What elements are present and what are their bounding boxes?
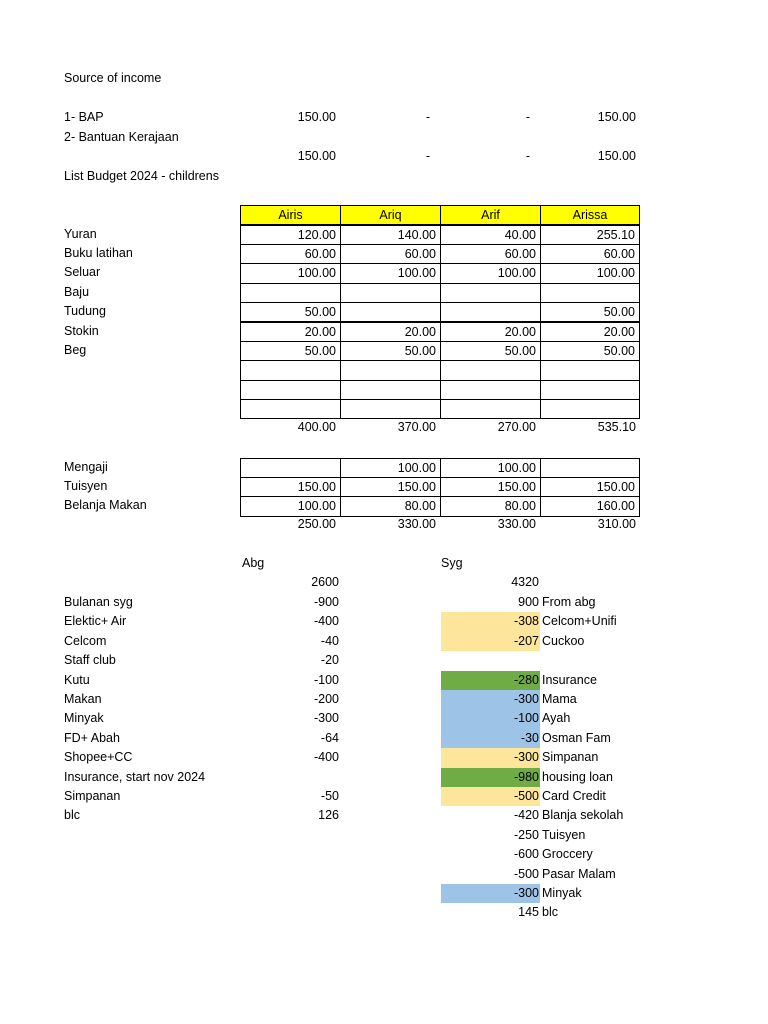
abg-value: -64 xyxy=(320,730,339,745)
table-cell: 60.00 xyxy=(240,244,341,264)
abg-income: 2600 xyxy=(311,575,339,589)
syg-label: Cuckoo xyxy=(542,633,585,648)
table-cell: 100.00 xyxy=(340,458,441,478)
syg-label: Ayah xyxy=(542,711,571,726)
table-cell: 40.00 xyxy=(440,225,541,245)
child-header-arissa: Arissa xyxy=(540,205,640,225)
child-header-ariq: Ariq xyxy=(340,205,441,225)
table-cell xyxy=(240,380,341,400)
table-cell: 50.00 xyxy=(240,302,341,322)
table-cell: 20.00 xyxy=(440,322,541,342)
abg-value: -50 xyxy=(320,789,339,803)
syg-value xyxy=(440,651,539,670)
abg-header: Abg xyxy=(242,556,265,570)
table-cell xyxy=(340,399,441,419)
abg-value: -100 xyxy=(313,672,339,687)
table-cell: 50.00 xyxy=(240,341,341,361)
income-total: 150.00 xyxy=(297,149,336,163)
income-value: 150.00 xyxy=(297,110,336,124)
table-cell: 50.00 xyxy=(540,302,640,322)
abg-value: -20 xyxy=(320,653,339,668)
monthly-total: 310.00 xyxy=(597,517,636,531)
row-label: Buku latihan xyxy=(64,245,133,260)
syg-value: -100 xyxy=(513,711,539,726)
table-cell: 150.00 xyxy=(340,477,441,497)
table-cell: 20.00 xyxy=(540,322,640,342)
table-cell xyxy=(440,283,541,303)
table-cell xyxy=(440,360,541,380)
budget-title: List Budget 2024 - childrens xyxy=(64,169,219,183)
row-label: Stokin xyxy=(64,323,99,338)
abg-label: Simpanan xyxy=(64,789,121,803)
monthly-total: 250.00 xyxy=(297,517,336,531)
syg-value: -600 xyxy=(513,847,539,862)
table-cell xyxy=(440,380,541,400)
syg-label: Mama xyxy=(542,692,577,706)
income-value: - xyxy=(525,110,530,124)
child-header-arif: Arif xyxy=(440,205,541,225)
income-label: 1- BAP xyxy=(64,110,104,124)
items-total: 535.10 xyxy=(597,420,636,434)
syg-label: blc xyxy=(542,905,558,920)
abg-label: Shopee+CC xyxy=(64,750,133,765)
syg-value: -980 xyxy=(513,769,539,784)
table-cell: 100.00 xyxy=(540,263,640,283)
table-cell: 60.00 xyxy=(440,244,541,264)
abg-value xyxy=(240,768,339,787)
abg-value: -40 xyxy=(320,633,339,648)
syg-label: Blanja sekolah xyxy=(542,808,624,823)
syg-label: From abg xyxy=(542,595,596,609)
table-cell: 80.00 xyxy=(440,496,541,516)
table-cell xyxy=(340,360,441,380)
table-cell: 150.00 xyxy=(440,477,541,497)
table-cell: 20.00 xyxy=(340,322,441,342)
syg-value: -308 xyxy=(513,614,539,629)
row-label: Baju xyxy=(64,284,90,299)
abg-value: -400 xyxy=(313,614,339,629)
syg-label: Osman Fam xyxy=(542,730,611,745)
table-cell: 20.00 xyxy=(240,322,341,342)
table-cell: 150.00 xyxy=(240,477,341,497)
syg-value: 145 xyxy=(518,905,539,920)
table-cell: 100.00 xyxy=(240,496,341,516)
row-label: Tuisyen xyxy=(64,478,108,493)
table-cell xyxy=(240,399,341,419)
row-label: Yuran xyxy=(64,226,97,241)
syg-value: -280 xyxy=(513,672,539,687)
income-value: - xyxy=(425,110,430,124)
syg-label: Simpanan xyxy=(542,750,599,765)
table-cell xyxy=(340,380,441,400)
syg-label: housing loan xyxy=(542,769,613,784)
syg-label: Groccery xyxy=(542,847,593,862)
table-cell xyxy=(540,283,640,303)
abg-value: -400 xyxy=(313,750,339,765)
table-cell xyxy=(540,458,640,478)
table-cell: 140.00 xyxy=(340,225,441,245)
row-label: Beg xyxy=(64,342,87,357)
income-total: 150.00 xyxy=(597,149,636,163)
syg-value: -300 xyxy=(513,886,539,900)
syg-value: -500 xyxy=(513,866,539,881)
row-label: Tudung xyxy=(64,304,106,319)
income-total: - xyxy=(525,149,530,163)
syg-label: Tuisyen xyxy=(542,827,586,842)
table-cell: 50.00 xyxy=(440,341,541,361)
table-cell: 255.10 xyxy=(540,225,640,245)
syg-value: -207 xyxy=(513,633,539,648)
table-cell: 160.00 xyxy=(540,496,640,516)
abg-label: Makan xyxy=(64,692,102,706)
abg-label: Celcom xyxy=(64,633,107,648)
items-total: 400.00 xyxy=(297,420,336,434)
items-total: 370.00 xyxy=(397,420,436,434)
table-cell: 60.00 xyxy=(340,244,441,264)
syg-value: -420 xyxy=(513,808,539,823)
abg-label: Elektic+ Air xyxy=(64,614,127,629)
abg-label: Bulanan syg xyxy=(64,595,133,609)
table-cell: 50.00 xyxy=(540,341,640,361)
table-cell: 100.00 xyxy=(240,263,341,283)
table-cell xyxy=(240,283,341,303)
syg-value: -300 xyxy=(513,692,539,706)
table-cell xyxy=(540,360,640,380)
syg-header: Syg xyxy=(441,556,463,570)
syg-label: Minyak xyxy=(542,886,582,900)
syg-label: Celcom+Unifi xyxy=(542,614,617,629)
syg-value: 900 xyxy=(518,595,539,609)
table-cell: 100.00 xyxy=(440,263,541,283)
row-label: Belanja Makan xyxy=(64,498,147,513)
abg-label: Kutu xyxy=(64,672,90,687)
abg-value: -300 xyxy=(313,711,339,726)
syg-value: -250 xyxy=(513,827,539,842)
income-total: - xyxy=(425,149,430,163)
table-cell: 80.00 xyxy=(340,496,441,516)
syg-value: -30 xyxy=(520,730,539,745)
syg-income: 4320 xyxy=(511,575,539,589)
abg-label: blc xyxy=(64,808,80,823)
income-label: 2- Bantuan Kerajaan xyxy=(64,130,179,144)
abg-label: Minyak xyxy=(64,711,104,726)
abg-value: -900 xyxy=(313,595,339,609)
syg-label: Insurance xyxy=(542,672,597,687)
source-of-income-title: Source of income xyxy=(64,71,162,85)
abg-label: Insurance, start nov 2024 xyxy=(64,769,206,784)
abg-label: Staff club xyxy=(64,653,116,668)
syg-value: -300 xyxy=(513,750,539,765)
table-cell xyxy=(340,283,441,303)
table-cell xyxy=(240,360,341,380)
table-cell xyxy=(240,458,341,478)
row-label: Seluar xyxy=(64,265,101,280)
abg-value: 126 xyxy=(318,808,339,823)
table-cell: 150.00 xyxy=(540,477,640,497)
monthly-total: 330.00 xyxy=(397,517,436,531)
table-cell xyxy=(540,399,640,419)
row-label: Mengaji xyxy=(64,459,108,474)
table-cell: 100.00 xyxy=(340,263,441,283)
table-cell: 120.00 xyxy=(240,225,341,245)
table-cell: 60.00 xyxy=(540,244,640,264)
syg-label: Pasar Malam xyxy=(542,866,616,881)
monthly-total: 330.00 xyxy=(497,517,536,531)
table-cell xyxy=(440,399,541,419)
abg-label: FD+ Abah xyxy=(64,730,120,745)
table-cell xyxy=(440,302,541,322)
table-cell xyxy=(540,380,640,400)
table-cell xyxy=(340,302,441,322)
child-header-airis: Airis xyxy=(240,205,341,225)
table-cell: 50.00 xyxy=(340,341,441,361)
syg-value: -500 xyxy=(513,789,539,803)
items-total: 270.00 xyxy=(497,420,536,434)
abg-value: -200 xyxy=(313,692,339,706)
syg-label: Card Credit xyxy=(542,789,606,803)
income-value: 150.00 xyxy=(597,110,636,124)
table-cell: 100.00 xyxy=(440,458,541,478)
